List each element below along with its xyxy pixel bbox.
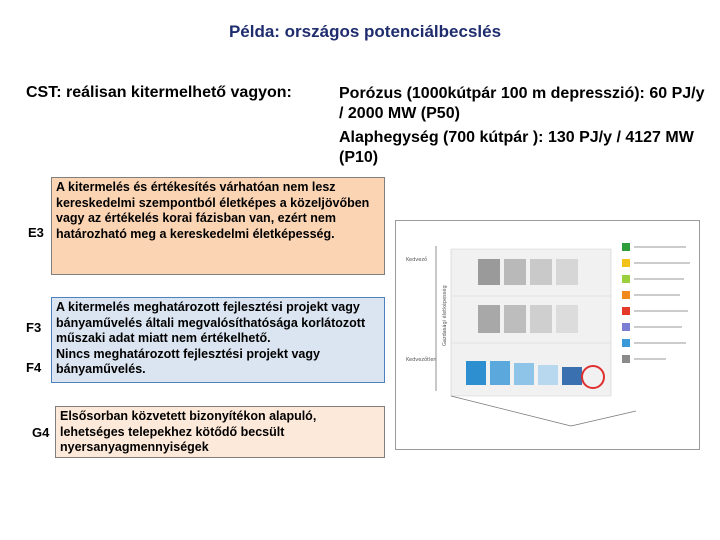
code-f4: F4: [26, 360, 42, 375]
cube-block: [504, 305, 526, 333]
legend-swatch: [622, 243, 630, 251]
legend-swatch: [622, 259, 630, 267]
cube-block: [490, 361, 510, 385]
cube-block: [514, 363, 534, 385]
axis-label-bottom: Kedvezőtlen: [406, 357, 437, 363]
cube-block: [478, 259, 500, 285]
cube-block: [562, 367, 582, 385]
axis-label-vertical: Gazdasági életképesség: [442, 285, 448, 346]
definition-f4: Nincs meghatározott fejlesztési projekt vagy bányaművelés.: [56, 346, 320, 376]
legend-swatch: [622, 355, 630, 363]
slide-title: Példa: országos potenciálbecslés: [228, 22, 502, 41]
code-e3: E3: [28, 225, 44, 240]
definition-f3: A kitermelés meghatározott fejlesztési projekt vagy bányaművelés általi megvalósíthatósága korlátozott műszaki adat miatt nem értékelhető.: [56, 300, 366, 345]
code-g4: G4: [32, 425, 50, 440]
legend-swatch: [622, 275, 630, 283]
unfc-cube-diagram: [396, 221, 701, 451]
cube-block: [466, 361, 486, 385]
legend-swatch: [622, 291, 630, 299]
code-f3: F3: [26, 320, 42, 335]
unfc-classification-figure: [395, 220, 700, 450]
axis-g-line: [571, 411, 636, 426]
cube-block: [538, 365, 558, 385]
legend-swatch: [622, 323, 630, 331]
definition-box-f3-f4: [51, 297, 385, 383]
cube-block: [504, 259, 526, 285]
cube-block: [478, 305, 500, 333]
cube-block: [556, 305, 578, 333]
axis-label-top: Kedvező: [406, 257, 427, 263]
cst-porous-estimate: Porózus (1000kútpár 100 m depresszió): 60 PJ/y / 2000 MW (P50): [339, 85, 705, 122]
axis-f-line: [451, 396, 571, 426]
definition-box-g4: Elsősorban közvetett bizonyítékon alapuló, lehetséges telepekhez kötődő becsült nyersanyagmennyiségek: [55, 406, 385, 458]
cst-label: CST: reálisan kitermelhető vagyon:: [26, 84, 292, 101]
cst-estimates: [339, 84, 709, 172]
definition-box-e3: A kitermelés és értékesítés várhatóan nem lesz kereskedelmi szempontból életképes a közeljövőben vagy az értékelés korai fázisban van, ezért nem határozható meg a kereskedelmi életképesség.: [51, 177, 385, 275]
cube-block: [530, 259, 552, 285]
cube-block: [556, 259, 578, 285]
legend-swatch: [622, 307, 630, 315]
figure-legend: [622, 243, 690, 363]
legend-swatch: [622, 339, 630, 347]
cube-block: [530, 305, 552, 333]
cst-basement-estimate: Alaphegység (700 kútpár ): 130 PJ/y / 4127 MW (P10): [339, 129, 694, 166]
